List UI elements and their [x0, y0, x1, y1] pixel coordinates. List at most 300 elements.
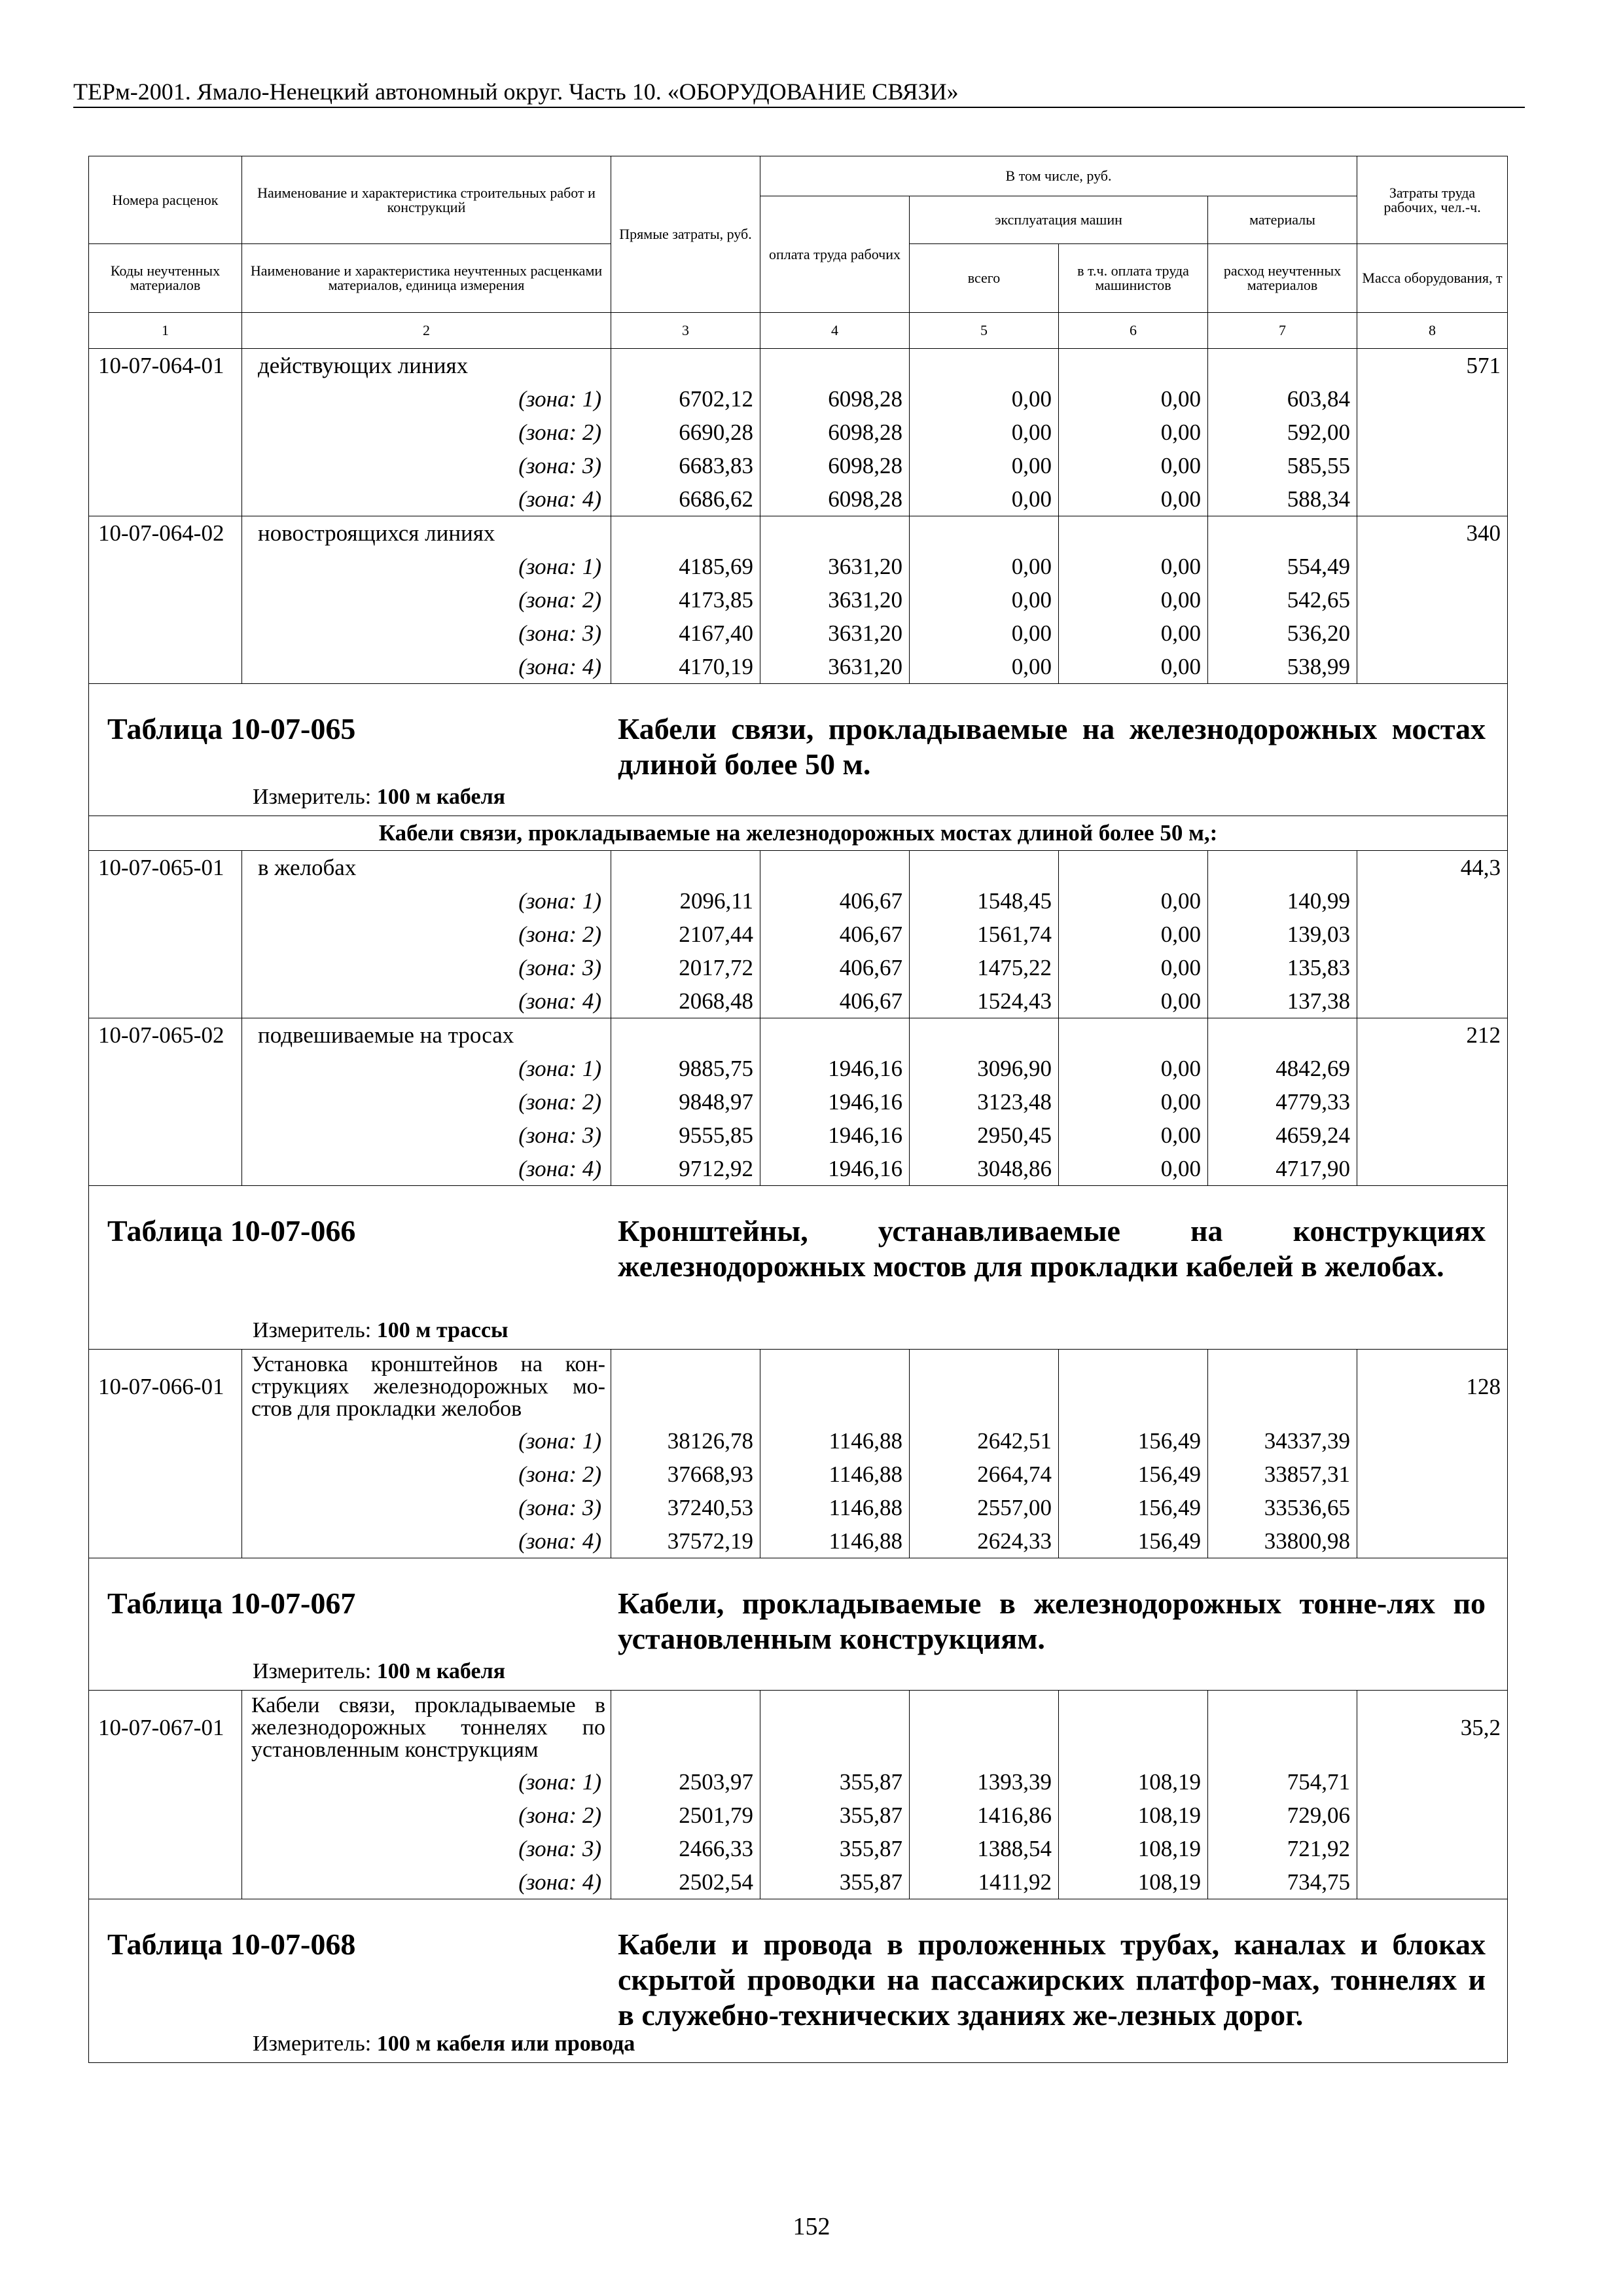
empty-cell — [611, 516, 760, 550]
rate-name: действующих линиях — [242, 349, 611, 383]
material-costs: 542,65 — [1208, 583, 1357, 617]
zone-label: (зона: 2) — [242, 1085, 611, 1119]
empty-cell — [89, 1152, 242, 1186]
direct-costs: 37572,19 — [611, 1524, 760, 1558]
empty-cell — [89, 1491, 242, 1524]
empty-cell — [611, 851, 760, 885]
worker-wages: 406,67 — [760, 884, 910, 918]
empty-cell — [1357, 884, 1508, 918]
material-costs: 554,49 — [1208, 550, 1357, 583]
zone-label: (зона: 1) — [242, 1424, 611, 1458]
worker-wages: 3631,20 — [760, 583, 910, 617]
material-costs: 754,71 — [1208, 1765, 1357, 1799]
empty-cell — [1059, 1350, 1208, 1425]
zone-label: (зона: 1) — [242, 382, 611, 416]
zone-label: (зона: 4) — [242, 482, 611, 516]
table-label: Таблица 10-07-068 — [107, 1928, 356, 1961]
zone-label: (зона: 3) — [242, 951, 611, 984]
worker-wages: 6098,28 — [760, 416, 910, 449]
unit-value: 100 м трассы — [376, 1318, 508, 1342]
empty-cell — [1208, 516, 1357, 550]
table-unit — [253, 784, 505, 810]
operator-wages: 0,00 — [1059, 382, 1208, 416]
table-label: Таблица 10-07-066 — [107, 1214, 356, 1247]
direct-costs: 4167,40 — [611, 617, 760, 650]
table-unit — [253, 2031, 635, 2057]
operator-wages: 0,00 — [1059, 984, 1208, 1018]
header-materials: материалы — [1208, 196, 1357, 244]
empty-cell — [1357, 1152, 1508, 1186]
machine-costs: 0,00 — [910, 449, 1059, 482]
material-costs: 4717,90 — [1208, 1152, 1357, 1186]
table-title: Кронштейны, устанавливаемые на конструкциях железнодорожных мостов для прокладки кабелей в желобах. — [618, 1214, 1486, 1283]
worker-wages: 6098,28 — [760, 382, 910, 416]
zone-label: (зона: 4) — [242, 1524, 611, 1558]
zone-label: (зона: 1) — [242, 550, 611, 583]
rate-name: новостроящихся линиях — [242, 516, 611, 550]
operator-wages: 0,00 — [1059, 1119, 1208, 1152]
zone-label: (зона: 4) — [242, 650, 611, 684]
empty-cell — [1357, 1085, 1508, 1119]
empty-cell — [910, 1350, 1059, 1425]
zone-row — [89, 449, 1508, 482]
worker-wages: 406,67 — [760, 984, 910, 1018]
machine-costs: 2624,33 — [910, 1524, 1059, 1558]
direct-costs: 6702,12 — [611, 382, 760, 416]
operator-wages: 0,00 — [1059, 918, 1208, 951]
machine-costs: 2664,74 — [910, 1458, 1059, 1491]
empty-cell — [910, 1018, 1059, 1052]
machine-costs: 2950,45 — [910, 1119, 1059, 1152]
material-costs: 4842,69 — [1208, 1052, 1357, 1085]
column-number: 5 — [910, 313, 1059, 349]
machine-costs: 3123,48 — [910, 1085, 1059, 1119]
column-number: 2 — [242, 313, 611, 349]
header-worker-wages: оплата труда рабочих — [760, 196, 910, 313]
operator-wages: 0,00 — [1059, 617, 1208, 650]
rate-labor: 128 — [1357, 1350, 1508, 1425]
unit-value: 100 м кабеля или провода — [376, 2032, 635, 2056]
header-equipment-mass: Масса оборудования, т — [1357, 244, 1508, 313]
machine-costs: 1393,39 — [910, 1765, 1059, 1799]
worker-wages: 355,87 — [760, 1799, 910, 1832]
empty-cell — [89, 1765, 242, 1799]
empty-cell — [89, 1524, 242, 1558]
zone-label: (зона: 4) — [242, 984, 611, 1018]
empty-cell — [1059, 851, 1208, 885]
material-costs: 538,99 — [1208, 650, 1357, 684]
operator-wages: 0,00 — [1059, 583, 1208, 617]
column-numbers-row — [89, 313, 1508, 349]
empty-cell — [1059, 516, 1208, 550]
subheader-row — [89, 816, 1508, 851]
worker-wages: 3631,20 — [760, 650, 910, 684]
zone-label: (зона: 3) — [242, 449, 611, 482]
empty-cell — [89, 449, 242, 482]
page-number: 152 — [793, 2213, 830, 2240]
machine-costs: 1524,43 — [910, 984, 1059, 1018]
direct-costs: 4170,19 — [611, 650, 760, 684]
empty-cell — [760, 1018, 910, 1052]
empty-cell — [1357, 1799, 1508, 1832]
zone-label: (зона: 1) — [242, 884, 611, 918]
empty-cell — [89, 382, 242, 416]
zone-row — [89, 416, 1508, 449]
unit-prefix: Измеритель: — [253, 785, 372, 809]
operator-wages: 108,19 — [1059, 1832, 1208, 1865]
zone-label: (зона: 3) — [242, 1119, 611, 1152]
zone-row — [89, 1119, 1508, 1152]
rate-labor: 340 — [1357, 516, 1508, 550]
operator-wages: 156,49 — [1059, 1424, 1208, 1458]
unit-value: 100 м кабеля — [376, 1659, 506, 1683]
worker-wages: 1946,16 — [760, 1119, 910, 1152]
zone-row — [89, 1491, 1508, 1524]
rate-name: Установка кронштейнов на кон-струкциях железнодорожных мо-стов для прокладки желобов — [242, 1350, 611, 1425]
machine-costs: 1475,22 — [910, 951, 1059, 984]
empty-cell — [89, 884, 242, 918]
direct-costs: 37240,53 — [611, 1491, 760, 1524]
empty-cell — [89, 482, 242, 516]
empty-cell — [1357, 1052, 1508, 1085]
rate-name: в желобах — [242, 851, 611, 885]
machine-costs: 0,00 — [910, 583, 1059, 617]
machine-costs: 0,00 — [910, 650, 1059, 684]
empty-cell — [89, 1052, 242, 1085]
empty-cell — [89, 583, 242, 617]
rate-row — [89, 349, 1508, 383]
empty-cell — [1357, 1865, 1508, 1899]
zone-label: (зона: 4) — [242, 1865, 611, 1899]
zone-label: (зона: 2) — [242, 1799, 611, 1832]
empty-cell — [910, 851, 1059, 885]
table-title-row — [89, 684, 1508, 816]
operator-wages: 0,00 — [1059, 416, 1208, 449]
direct-costs: 6683,83 — [611, 449, 760, 482]
operator-wages: 0,00 — [1059, 650, 1208, 684]
worker-wages: 1946,16 — [760, 1052, 910, 1085]
empty-cell — [1059, 1018, 1208, 1052]
zone-row — [89, 583, 1508, 617]
material-costs: 603,84 — [1208, 382, 1357, 416]
header-work-name: Наименование и характеристика строительных работ и конструкций — [242, 156, 611, 244]
table-title-block — [89, 684, 1508, 816]
empty-cell — [1059, 349, 1208, 383]
rate-labor: 44,3 — [1357, 851, 1508, 885]
machine-costs: 1548,45 — [910, 884, 1059, 918]
direct-costs: 4185,69 — [611, 550, 760, 583]
empty-cell — [1208, 851, 1357, 885]
zone-row — [89, 1458, 1508, 1491]
zone-row — [89, 1765, 1508, 1799]
empty-cell — [89, 550, 242, 583]
rate-labor: 571 — [1357, 349, 1508, 383]
empty-cell — [1357, 984, 1508, 1018]
empty-cell — [1357, 1765, 1508, 1799]
direct-costs: 9848,97 — [611, 1085, 760, 1119]
rate-name: подвешиваемые на тросах — [242, 1018, 611, 1052]
empty-cell — [611, 1350, 760, 1425]
operator-wages: 0,00 — [1059, 951, 1208, 984]
empty-cell — [611, 349, 760, 383]
empty-cell — [1357, 650, 1508, 684]
header-rate-numbers: Номера расценок — [89, 156, 242, 244]
operator-wages: 108,19 — [1059, 1865, 1208, 1899]
machine-costs: 2557,00 — [910, 1491, 1059, 1524]
unit-prefix: Измеритель: — [253, 1659, 372, 1683]
rate-labor: 35,2 — [1357, 1691, 1508, 1766]
column-number: 8 — [1357, 313, 1508, 349]
worker-wages: 1146,88 — [760, 1524, 910, 1558]
unit-prefix: Измеритель: — [253, 2032, 372, 2056]
operator-wages: 156,49 — [1059, 1524, 1208, 1558]
material-costs: 585,55 — [1208, 449, 1357, 482]
zone-row — [89, 918, 1508, 951]
empty-cell — [1357, 1832, 1508, 1865]
worker-wages: 1946,16 — [760, 1152, 910, 1186]
direct-costs: 9555,85 — [611, 1119, 760, 1152]
direct-costs: 2096,11 — [611, 884, 760, 918]
empty-cell — [1357, 617, 1508, 650]
table-title-row — [89, 1899, 1508, 2063]
empty-cell — [89, 984, 242, 1018]
table-title: Кабели связи, прокладываемые на железнодорожных мостах длиной более 50 м. — [618, 712, 1486, 781]
material-costs: 729,06 — [1208, 1799, 1357, 1832]
machine-costs: 0,00 — [910, 550, 1059, 583]
empty-cell — [1357, 951, 1508, 984]
header-in-that-number: В том числе, руб. — [760, 156, 1357, 196]
zone-label: (зона: 3) — [242, 1491, 611, 1524]
empty-cell — [760, 349, 910, 383]
column-number: 3 — [611, 313, 760, 349]
empty-cell — [910, 1691, 1059, 1766]
material-costs: 4779,33 — [1208, 1085, 1357, 1119]
zone-row — [89, 984, 1508, 1018]
empty-cell — [89, 1832, 242, 1865]
rates-table — [88, 156, 1508, 2063]
direct-costs: 2466,33 — [611, 1832, 760, 1865]
direct-costs: 6686,62 — [611, 482, 760, 516]
empty-cell — [89, 1865, 242, 1899]
table-title: Кабели, прокладываемые в железнодорожных тонне-лях по установленным конструкциям. — [618, 1587, 1486, 1655]
header-rule — [73, 107, 1525, 108]
zone-row — [89, 650, 1508, 684]
direct-costs: 9712,92 — [611, 1152, 760, 1186]
table-label: Таблица 10-07-067 — [107, 1587, 356, 1620]
direct-costs: 2503,97 — [611, 1765, 760, 1799]
direct-costs: 2502,54 — [611, 1865, 760, 1899]
empty-cell — [1357, 382, 1508, 416]
rate-code: 10-07-065-01 — [89, 851, 242, 885]
table-title-row — [89, 1558, 1508, 1691]
zone-row — [89, 617, 1508, 650]
machine-costs: 0,00 — [910, 482, 1059, 516]
material-costs: 139,03 — [1208, 918, 1357, 951]
worker-wages: 355,87 — [760, 1865, 910, 1899]
zone-label: (зона: 1) — [242, 1052, 611, 1085]
operator-wages: 0,00 — [1059, 449, 1208, 482]
header-material-names: Наименование и характеристика неучтенных расценками материалов, единица измерения — [242, 244, 611, 313]
operator-wages: 108,19 — [1059, 1799, 1208, 1832]
empty-cell — [1357, 482, 1508, 516]
empty-cell — [1357, 550, 1508, 583]
empty-cell — [1357, 449, 1508, 482]
operator-wages: 0,00 — [1059, 884, 1208, 918]
zone-label: (зона: 2) — [242, 416, 611, 449]
header-machine-operation: эксплуатация машин — [910, 196, 1208, 244]
zone-row — [89, 1152, 1508, 1186]
zone-row — [89, 1832, 1508, 1865]
worker-wages: 6098,28 — [760, 482, 910, 516]
operator-wages: 0,00 — [1059, 550, 1208, 583]
direct-costs: 6690,28 — [611, 416, 760, 449]
empty-cell — [89, 617, 242, 650]
operator-wages: 0,00 — [1059, 1152, 1208, 1186]
direct-costs: 38126,78 — [611, 1424, 760, 1458]
worker-wages: 6098,28 — [760, 449, 910, 482]
table-label: Таблица 10-07-065 — [107, 712, 356, 745]
operator-wages: 108,19 — [1059, 1765, 1208, 1799]
empty-cell — [1357, 1524, 1508, 1558]
worker-wages: 355,87 — [760, 1832, 910, 1865]
machine-costs: 1388,54 — [910, 1832, 1059, 1865]
zone-row — [89, 1865, 1508, 1899]
table-unit — [253, 1659, 505, 1685]
empty-cell — [89, 1458, 242, 1491]
worker-wages: 1146,88 — [760, 1491, 910, 1524]
empty-cell — [910, 516, 1059, 550]
operator-wages: 0,00 — [1059, 1052, 1208, 1085]
zone-row — [89, 1052, 1508, 1085]
table-unit — [253, 1318, 508, 1344]
table-title: Кабели и провода в проложенных трубах, каналах и блоках скрытой проводки на пассажирских платфор-мах, тоннелях и в служебно-технических зданиях же-лезных дорог. — [618, 1928, 1486, 2032]
worker-wages: 1946,16 — [760, 1085, 910, 1119]
subheader-text: Кабели связи, прокладываемые на железнодорожных мостах длиной более 50 м,: — [89, 816, 1508, 851]
rate-labor: 212 — [1357, 1018, 1508, 1052]
empty-cell — [89, 1424, 242, 1458]
zone-row — [89, 1799, 1508, 1832]
rate-row — [89, 516, 1508, 550]
empty-cell — [89, 650, 242, 684]
empty-cell — [1357, 583, 1508, 617]
direct-costs: 37668,93 — [611, 1458, 760, 1491]
empty-cell — [1357, 918, 1508, 951]
empty-cell — [89, 951, 242, 984]
direct-costs: 4173,85 — [611, 583, 760, 617]
empty-cell — [611, 1691, 760, 1766]
empty-cell — [760, 851, 910, 885]
zone-label: (зона: 1) — [242, 1765, 611, 1799]
material-costs: 33800,98 — [1208, 1524, 1357, 1558]
rate-row — [89, 1350, 1508, 1425]
machine-costs: 1416,86 — [910, 1799, 1059, 1832]
zone-label: (зона: 4) — [242, 1152, 611, 1186]
column-number: 1 — [89, 313, 242, 349]
zone-label: (зона: 2) — [242, 1458, 611, 1491]
material-costs: 588,34 — [1208, 482, 1357, 516]
zone-row — [89, 1085, 1508, 1119]
empty-cell — [1357, 1119, 1508, 1152]
rate-code: 10-07-064-01 — [89, 349, 242, 383]
table-title-block — [89, 1558, 1508, 1691]
rate-code: 10-07-067-01 — [89, 1691, 242, 1766]
worker-wages: 3631,20 — [760, 617, 910, 650]
worker-wages: 1146,88 — [760, 1458, 910, 1491]
rate-row — [89, 851, 1508, 885]
direct-costs: 2107,44 — [611, 918, 760, 951]
machine-costs: 3096,90 — [910, 1052, 1059, 1085]
table-header — [89, 156, 1508, 349]
header-total: всего — [910, 244, 1059, 313]
zone-row — [89, 1524, 1508, 1558]
machine-costs: 3048,86 — [910, 1152, 1059, 1186]
empty-cell — [1208, 1350, 1357, 1425]
zone-label: (зона: 2) — [242, 918, 611, 951]
machine-costs: 0,00 — [910, 617, 1059, 650]
empty-cell — [611, 1018, 760, 1052]
header-unaccounted-materials: расход неучтенных материалов — [1208, 244, 1357, 313]
unit-prefix: Измеритель: — [253, 1318, 372, 1342]
empty-cell — [1208, 1691, 1357, 1766]
rate-row — [89, 1691, 1508, 1766]
header-direct-costs: Прямые затраты, руб. — [611, 156, 760, 313]
empty-cell — [910, 349, 1059, 383]
empty-cell — [760, 516, 910, 550]
column-number: 7 — [1208, 313, 1357, 349]
material-costs: 734,75 — [1208, 1865, 1357, 1899]
header-labor-costs: Затраты труда рабочих, чел.-ч. — [1357, 156, 1508, 244]
material-costs: 721,92 — [1208, 1832, 1357, 1865]
rate-code: 10-07-066-01 — [89, 1350, 242, 1425]
zone-row — [89, 482, 1508, 516]
zone-label: (зона: 2) — [242, 583, 611, 617]
material-costs: 33857,31 — [1208, 1458, 1357, 1491]
worker-wages: 406,67 — [760, 918, 910, 951]
rate-row — [89, 1018, 1508, 1052]
column-number: 6 — [1059, 313, 1208, 349]
machine-costs: 1561,74 — [910, 918, 1059, 951]
material-costs: 34337,39 — [1208, 1424, 1357, 1458]
unit-value: 100 м кабеля — [376, 785, 506, 809]
worker-wages: 1146,88 — [760, 1424, 910, 1458]
zone-label: (зона: 3) — [242, 617, 611, 650]
empty-cell — [1208, 349, 1357, 383]
material-costs: 4659,24 — [1208, 1119, 1357, 1152]
empty-cell — [89, 1119, 242, 1152]
empty-cell — [89, 416, 242, 449]
column-number: 4 — [760, 313, 910, 349]
table-title-block — [89, 1186, 1508, 1350]
worker-wages: 406,67 — [760, 951, 910, 984]
empty-cell — [760, 1350, 910, 1425]
direct-costs: 2017,72 — [611, 951, 760, 984]
empty-cell — [1059, 1691, 1208, 1766]
operator-wages: 156,49 — [1059, 1491, 1208, 1524]
empty-cell — [89, 1085, 242, 1119]
material-costs: 137,38 — [1208, 984, 1357, 1018]
material-costs: 140,99 — [1208, 884, 1357, 918]
empty-cell — [1357, 1424, 1508, 1458]
operator-wages: 0,00 — [1059, 482, 1208, 516]
running-header: ТЕРм-2001. Ямало-Ненецкий автономный округ. Часть 10. «ОБОРУДОВАНИЕ СВЯЗИ» — [73, 79, 959, 105]
zone-label: (зона: 3) — [242, 1832, 611, 1865]
direct-costs: 9885,75 — [611, 1052, 760, 1085]
material-costs: 33536,65 — [1208, 1491, 1357, 1524]
rate-name: Кабели связи, прокладываемые в железнодорожных тоннелях по установленным конструкциям — [242, 1691, 611, 1766]
empty-cell — [1357, 416, 1508, 449]
direct-costs: 2068,48 — [611, 984, 760, 1018]
material-costs: 135,83 — [1208, 951, 1357, 984]
